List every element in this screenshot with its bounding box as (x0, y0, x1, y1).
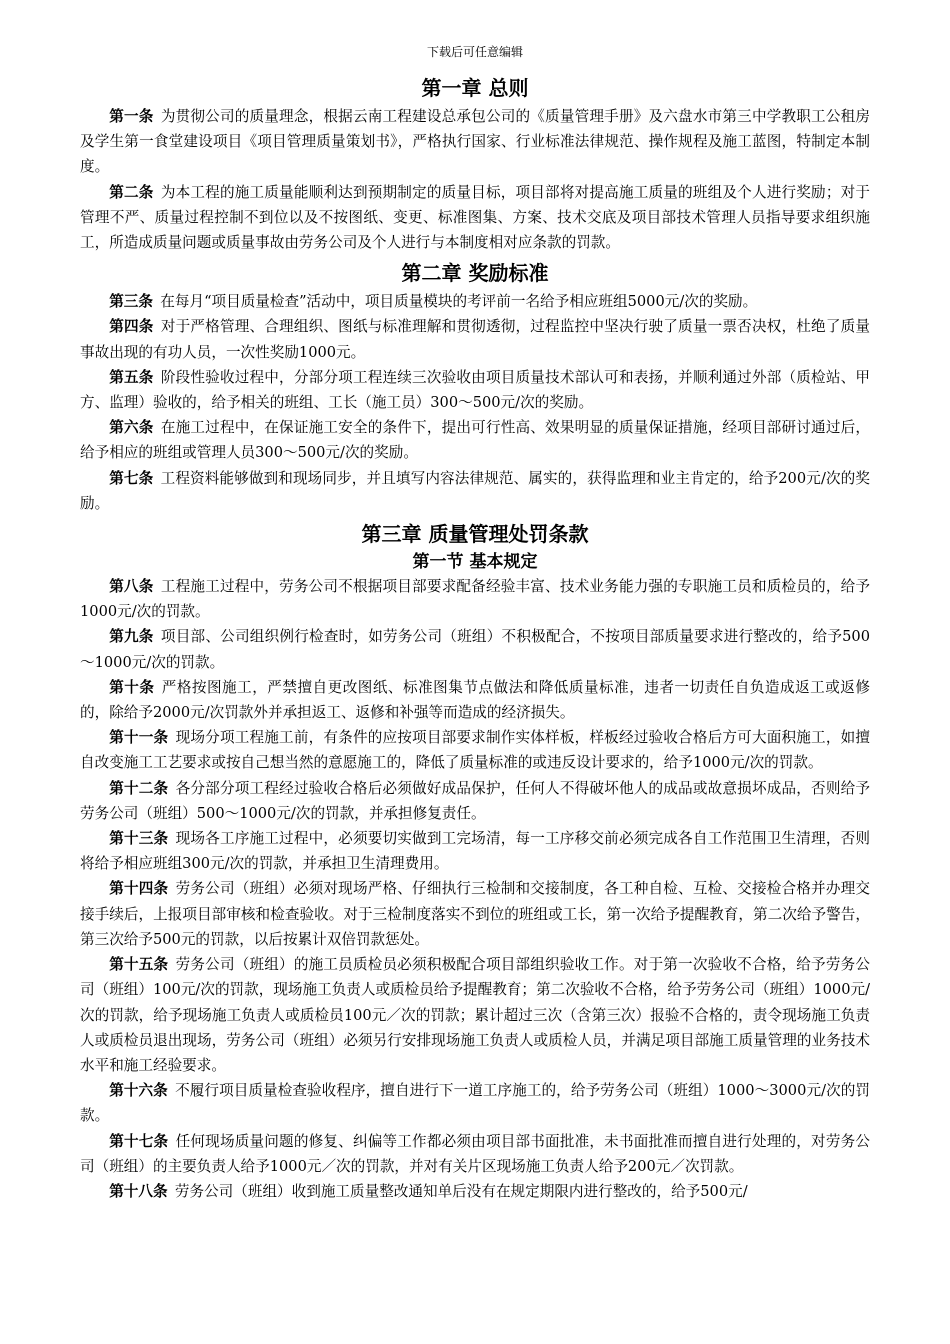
article-text: 劳务公司（班组）收到施工质量整改通知单后没有在规定期限内进行整改的，给予500元/ (174, 1182, 748, 1200)
article-text: 严格按图施工，严禁擅自更改图纸、标准图集节点做法和降低质量标准，违者一切责任自负造成返工或返修的，除给予2000元/次罚款外并承担返工、返修和补强等而造成的经济损失。 (80, 678, 870, 722)
article-8 (80, 574, 870, 624)
article-text: 劳务公司（班组）必须对现场严格、仔细执行三检制和交接制度，各工种自检、互检、交接检合格并办理交接手续后，上报项目部审核和检查验收。对于三检制度落实不到位的班组或工长，第一次给予提醒教育，第二次给予警告，第三次给予500元的罚款，以后按累计双倍罚款惩处。 (80, 880, 870, 948)
page-header-note: 下载后可任意编辑 (426, 45, 523, 59)
article-17 (80, 1129, 870, 1179)
article-number: 第七条 (109, 469, 154, 487)
article-10 (80, 675, 870, 725)
article-4 (80, 314, 870, 364)
article-text: 各分部分项工程经过验收合格后必须做好成品保护，任何人不得破坏他人的成品或故意损坏成品，否则给予劳务公司（班组）500～1000元/次的罚款，并承担修复责任。 (80, 779, 870, 822)
article-6 (80, 415, 870, 465)
article-text: 在每月“项目质量检查”活动中，项目质量模块的考评前一名给予相应班组5000元/次的奖励。 (160, 293, 758, 311)
article-14 (80, 876, 870, 952)
article-number: 第九条 (109, 628, 154, 646)
article-text: 项目部、公司组织例行检查时，如劳务公司（班组）不积极配合，不按项目部质量要求进行整改的，给予500～1000元/次的罚款。 (80, 628, 870, 671)
article-number: 第十四条 (109, 880, 169, 898)
article-number: 第八条 (109, 578, 154, 596)
article-13 (80, 826, 870, 876)
article-5 (80, 365, 870, 415)
article-12 (80, 776, 870, 826)
article-number: 第十二条 (109, 779, 169, 797)
article-2 (80, 180, 870, 256)
article-number: 第一条 (109, 108, 154, 125)
chapter-2-title: 第二章 奖励标准 (401, 261, 549, 286)
chapter-3-title: 第三章 质量管理处罚条款 (361, 522, 589, 547)
article-number: 第十条 (109, 678, 155, 696)
article-3 (80, 289, 870, 314)
article-1 (80, 104, 870, 180)
article-9 (80, 624, 870, 674)
article-number: 第十八条 (109, 1182, 168, 1200)
article-text: 对于严格管理、合理组织、图纸与标准理解和贯彻透彻，过程监控中坚决行驶了质量一票否决权，杜绝了质量事故出现的有功人员，一次性奖励1000元。 (80, 318, 870, 361)
article-number: 第十七条 (109, 1132, 169, 1150)
article-text: 阶段性验收过程中，分部分项工程连续三次验收由项目质量技术部认可和表扬，并顺利通过外部（质检站、甲方、监理）验收的，给予相关的班组、工长（施工员）300～500元/次的奖励。 (80, 368, 870, 412)
article-number: 第六条 (109, 419, 154, 437)
article-number: 第十三条 (109, 830, 169, 848)
article-16 (80, 1078, 870, 1128)
article-number: 第五条 (109, 368, 154, 386)
section-1-title: 第一节 基本规定 (412, 552, 538, 573)
article-15 (80, 952, 870, 1078)
article-text: 在施工过程中，在保证施工安全的条件下，提出可行性高、效果明显的质量保证措施，经项目部研讨通过后，给予相应的班组或管理人员300～500元/次的奖励。 (80, 419, 870, 462)
article-number: 第十一条 (109, 729, 169, 747)
article-number: 第三条 (109, 293, 153, 311)
article-7 (80, 466, 870, 516)
article-text: 为贯彻公司的质量理念，根据云南工程建设总承包公司的《质量管理手册》及六盘水市第三中学教职工公租房及学生第一食堂建设项目《项目管理质量策划书》，严格执行国家、行业标准法律规范、操作规程及施工蓝图，特制定本制度。 (80, 108, 870, 176)
article-18 (80, 1179, 870, 1204)
article-text: 任何现场质量问题的修复、纠偏等工作都必须由项目部书面批准，未书面批准而擅自进行处理的，对劳务公司（班组）的主要负责人给予1000元／次的罚款，并对有关片区现场施工负责人给予200元／次罚款。 (80, 1132, 870, 1175)
article-number: 第十六条 (109, 1082, 168, 1100)
article-text: 劳务公司（班组）的施工员质检员必须积极配合项目部组织验收工作。对于第一次验收不合格，给予劳务公司（班组）100元/次的罚款，现场施工负责人或质检员给予提醒教育；第二次验收不合格，给予劳务公司（班组）1000元/次的罚款，给予现场施工负责人或质检员100元／次的罚款；累计超过三次（含第三次）报验不合格的，责令现场施工负责人或质检员退出现场，劳务公司（班组）必须另行安排现场施工负责人或质检人员，并满足项目部施工质量管理的业务技术水平和施工经验要求。 (80, 956, 870, 1074)
article-text: 现场分项工程施工前，有条件的应按项目部要求制作实体样板，样板经过验收合格后方可大面积施工，如擅自改变施工工艺要求或按自己想当然的意愿施工的，降低了质量标准的或违反设计要求的，给予1000元/次的罚款。 (80, 729, 870, 772)
document-body (80, 70, 870, 1204)
article-number: 第二条 (109, 183, 154, 201)
article-11 (80, 725, 870, 775)
article-number: 第十五条 (109, 956, 169, 974)
article-number: 第四条 (109, 318, 154, 336)
article-text: 现场各工序施工过程中，必须要切实做到工完场清，每一工序移交前必须完成各自工作范围卫生清理，否则将给予相应班组300元/次的罚款，并承担卫生清理费用。 (80, 830, 870, 873)
article-text: 不履行项目质量检查验收程序，擅自进行下一道工序施工的，给予劳务公司（班组）1000～3000元/次的罚款。 (80, 1082, 870, 1125)
article-text: 工程施工过程中，劳务公司不根据项目部要求配备经验丰富、技术业务能力强的专职施工员和质检员的，给予1000元/次的罚款。 (80, 578, 870, 621)
article-text: 为本工程的施工质量能顺利达到预期制定的质量目标，项目部将对提高施工质量的班组及个人进行奖励；对于管理不严、质量过程控制不到位以及不按图纸、变更、标准图集、方案、技术交底及项目部技术管理人员指导要求组织施工，所造成质量问题或质量事故由劳务公司及个人进行与本制度相对应条款的罚款。 (80, 183, 870, 252)
article-text: 工程资料能够做到和现场同步，并且填写内容法律规范、属实的，获得监理和业主肯定的，给予200元/次的奖励。 (80, 469, 870, 512)
chapter-1-title: 第一章 总则 (421, 76, 529, 100)
